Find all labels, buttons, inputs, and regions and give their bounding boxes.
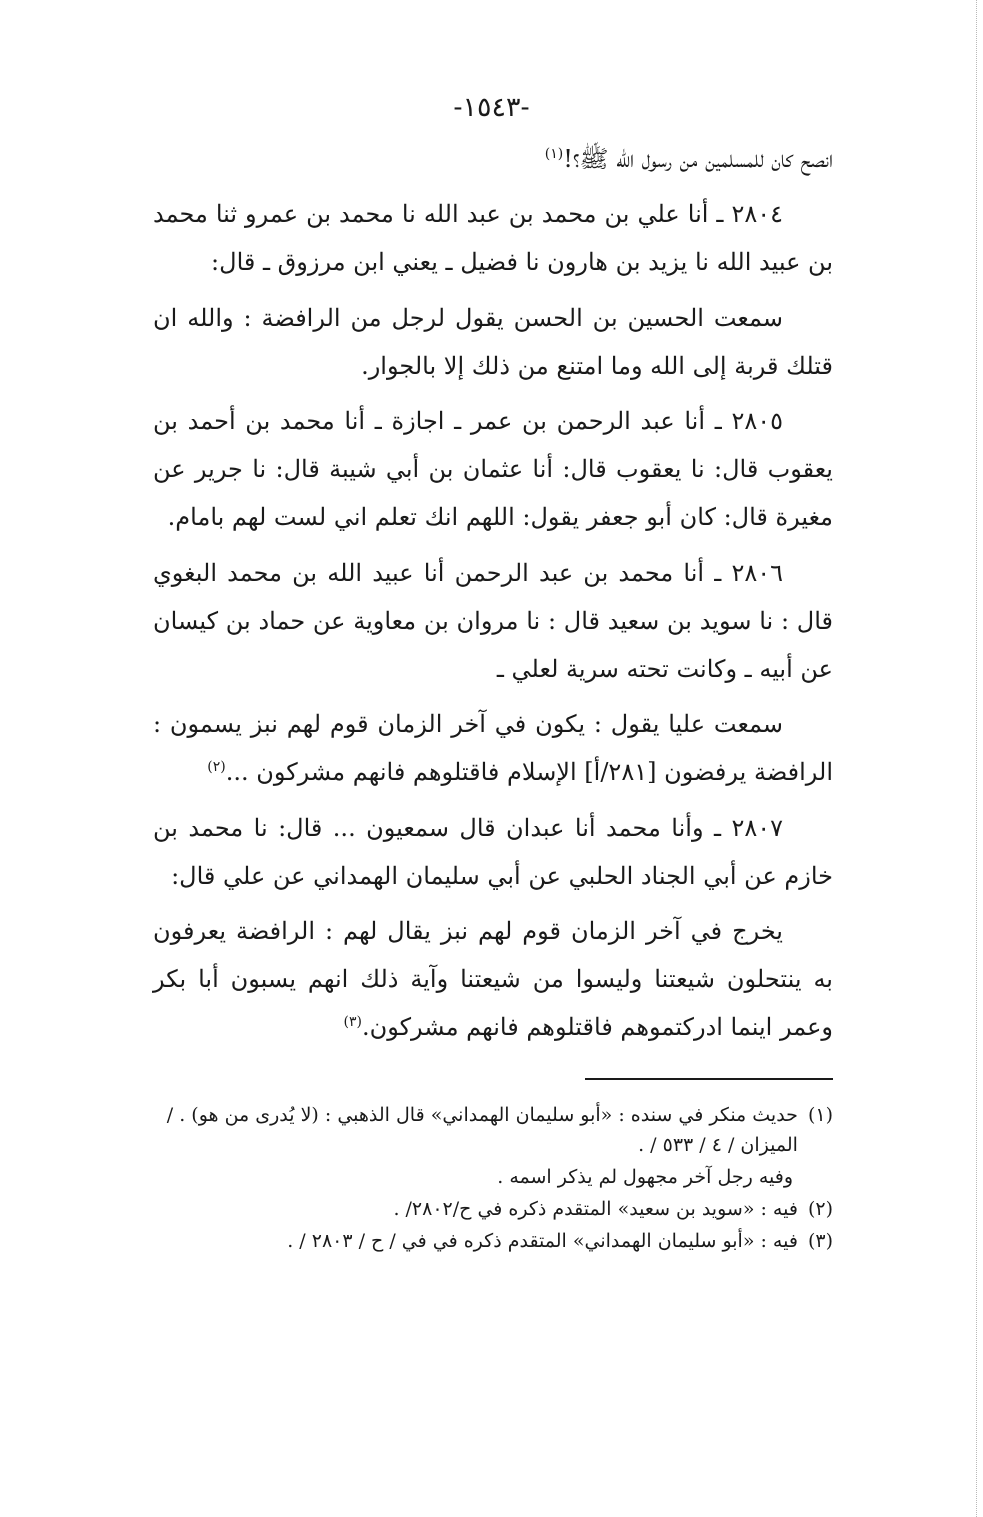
paragraph-2805 [153, 397, 833, 542]
footnote-ref: (١) [544, 146, 564, 162]
footnote-ref: (٢) [207, 759, 226, 776]
footnote-3 [153, 1226, 833, 1256]
footnote-number: (٢) [807, 1198, 833, 1220]
paragraph-text: ٢٨٠٦ ـ أنا محمد بن عبد الرحمن أنا عبيد الله بن محمد البغوي قال : نا سويد بن سعيد قال : نا مروان بن معاوية عن حماد بن كيسان عن أبيه ـ وكانت تحته سرية لعلي ـ [153, 558, 834, 684]
paragraph-2807-matn [153, 907, 833, 1052]
footnote-number: (٣) [807, 1230, 833, 1252]
paragraph-text: سمعت الحسين بن الحسن يقول لرجل من الرافضة : والله ان قتلك قربة إلى الله وما امتنع من ذلك إلا بالجوار. [153, 303, 833, 380]
footnote-text: حديث منكر في سنده : «أبو سليمان الهمداني» قال الذهبي : (لا يُدرى من هو) . / الميزان / ٤ / ٥٣٣ / . [166, 1104, 798, 1156]
paragraph-text: سمعت عليا يقول : يكون في آخر الزمان قوم لهم نبز يسمون : الرافضة يرفضون [٢٨١/أ] الإسلام فاقتلوهم فانهم مشركون ... [153, 710, 833, 787]
paragraph-2804-matn [153, 294, 833, 390]
footnote-text: فيه : «سويد بن سعيد» المتقدم ذكره في ح/٢٨٠٢/ . [393, 1198, 798, 1220]
paragraph-text: انصح كان للمسلمين من رسول الله ﷺ؟! [563, 145, 833, 173]
footnote-1 [153, 1100, 833, 1160]
footnotes [153, 1100, 833, 1258]
footnote-1-continued [153, 1162, 833, 1192]
paragraph-text: يخرج في آخر الزمان قوم لهم نبز يقال لهم : الرافضة يعرفون به ينتحلون شيعتنا وليسوا من شيعتنا وآية ذلك انهم يسبون أبا بكر وعمر اينما ادركتموهم فاقتلوهم فانهم مشركون. [153, 917, 833, 1042]
paragraph-2806 [153, 549, 833, 694]
footnote-text: وفيه رجل آخر مجهول لم يذكر اسمه . [497, 1166, 793, 1188]
paragraph-text: ٢٨٠٧ ـ وأنا محمد أنا عبدان قال سمعيون ... قال: نا محمد بن خازم عن أبي الجناد الحلبي عن أبي سليمان الهمداني عن علي قال: [153, 813, 833, 890]
footnote-text: فيه : «أبو سليمان الهمداني» المتقدم ذكره في في / ح / ٢٨٠٣ / . [287, 1230, 798, 1252]
paragraph-2806-matn [153, 700, 833, 796]
footnote-divider [585, 1078, 833, 1080]
paragraph-text: ٢٨٠٤ ـ أنا علي بن محمد بن عبد الله نا محمد بن عمرو ثنا محمد بن عبيد الله نا يزيد بن هارون نا فضيل ـ يعني ابن مرزوق ـ قال: [153, 200, 833, 277]
footnote-number: (١) [807, 1104, 833, 1126]
scan-edge-line [976, 0, 977, 1517]
footnote-2 [153, 1194, 833, 1224]
footnote-ref: (٣) [343, 1014, 362, 1031]
paragraph-2807 [153, 804, 833, 900]
main-text [153, 135, 833, 1059]
paragraph-1 [153, 135, 833, 183]
page-number: -١٥٤٣- [453, 92, 530, 123]
paragraph-2804 [153, 190, 833, 286]
paragraph-text: ٢٨٠٥ ـ أنا عبد الرحمن بن عمر ـ اجازة ـ أنا محمد بن أحمد بن يعقوب قال: نا يعقوب قال: أنا عثمان بن أبي شيبة قال: نا جرير عن مغيرة قال: كان أبو جعفر يقول: اللهم انك تعلم اني لست لهم بامام. [153, 407, 833, 532]
